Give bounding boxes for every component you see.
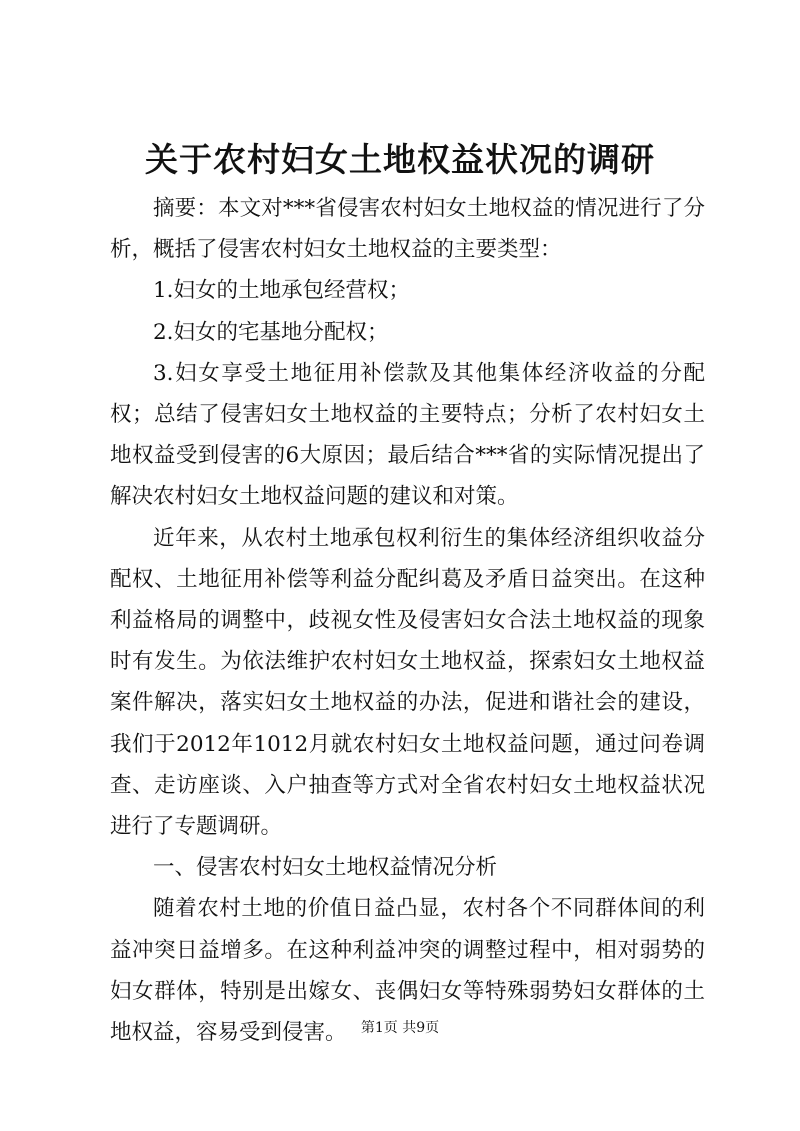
section-paragraph: 随着农村土地的价值日益凸显，农村各个不同群体间的利益冲突日益增多。在这种利益冲突的调整过程中，相对弱势的妇女群体，特别是出嫁女、丧偶妇女等特殊弱势妇女群体的土地权益，容易受到侵害。 [110, 896, 705, 1046]
list-item-2: 2.妇女的宅基地分配权； [153, 319, 389, 345]
intro-paragraph: 近年来，从农村土地承包权利衍生的集体经济组织收益分配权、土地征用补偿等利益分配纠葛及矛盾日益突出。在这种利益格局的调整中，歧视女性及侵害妇女合法土地权益的现象时有发生。为依法维护农村妇女土地权益，探索妇女土地权益案件解决，落实妇女土地权益的办法，促进和谐社会的建设，我们于2012年1012月就农村妇女土地权益问题，通过问卷调查、走访座谈、入户抽查等方式对全省农村妇女土地权益状况进行了专题调研。 [110, 525, 705, 840]
document-body [110, 188, 705, 1053]
section-heading: 一、侵害农村妇女土地权益情况分析 [153, 855, 498, 881]
list-item-1: 1.妇女的土地承包经营权； [153, 278, 411, 304]
list-item-3: 3.妇女享受土地征用补偿款及其他集体经济收益的分配权；总结了侵害妇女土地权益的主要特点；分析了农村妇女土地权益受到侵害的6大原因；最后结合***省的实际情况提出了解决农村妇女土地权益问题的建议和对策。 [110, 360, 705, 510]
page-title: 关于农村妇女土地权益状况的调研 [145, 140, 655, 179]
page-number-label: 第1页 共9页 [360, 1020, 440, 1036]
page-footer [0, 1018, 800, 1038]
abstract-paragraph: 摘要：本文对***省侵害农村妇女土地权益的情况进行了分析，概括了侵害农村妇女土地权益的主要类型： [110, 196, 705, 263]
